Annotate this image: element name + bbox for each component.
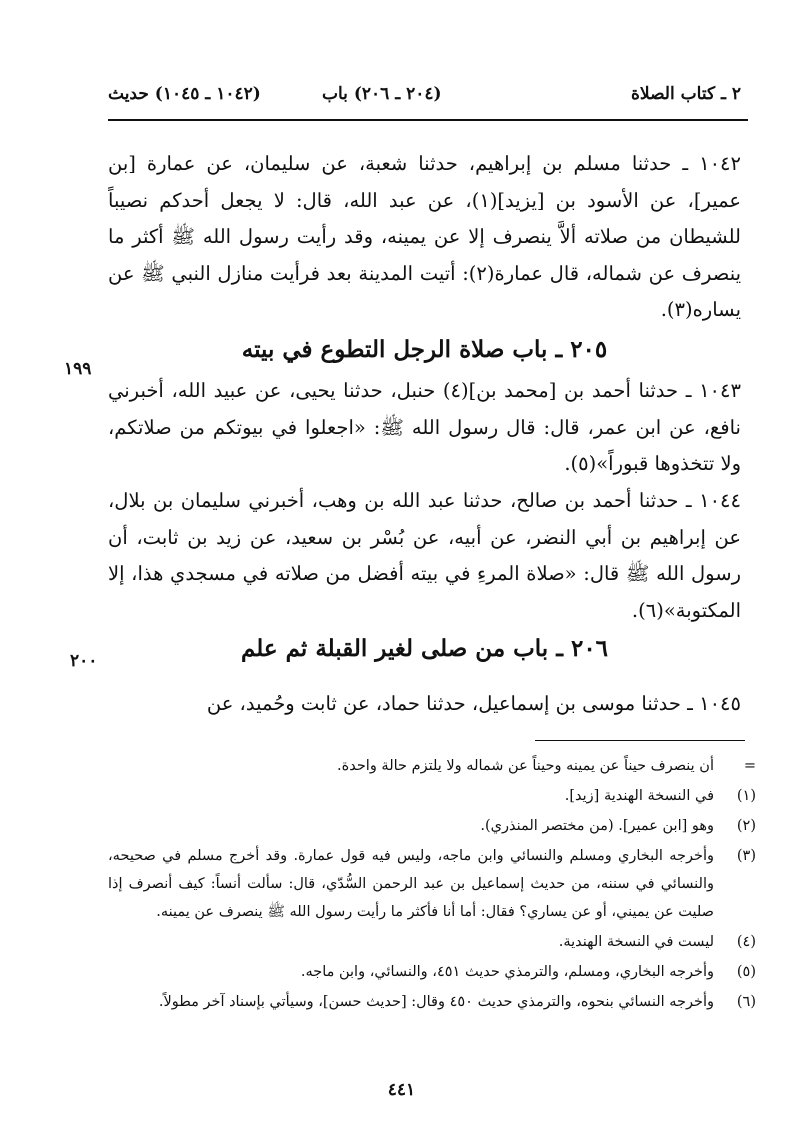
hadith-1043: ١٠٤٣ ـ حدثنا أحمد بن [محمد بن](٤) حنبل، حدثنا يحيى، عن عبيد الله، أخبرني نافع، عن ابن عمر، قال: قال رسول الله ﷺ: «اجعلوا في بيوتكم من صلاتكم، ولا تتخذوها قبوراً»(٥). [108, 379, 741, 475]
footnote-4 [108, 928, 756, 956]
hadith-1045: ١٠٤٥ ـ حدثنا موسى بن إسماعيل، حدثنا حماد، عن ثابت وحُميد، عن [206, 692, 741, 715]
chapter-heading-205: ٢٠٥ ـ باب صلاة الرجل التطوع في بيته [241, 336, 608, 363]
footnote-mark: = [743, 758, 756, 774]
header-chapter-range: (٢٠٤ ـ ٢٠٦) باب [322, 84, 442, 104]
footnote-separator [535, 740, 745, 741]
footnote-mark: (٤) [736, 934, 756, 950]
footnote-text: وأخرجه النسائي بنحوه، والترمذي حديث ٤٥٠ وقال: [حديث حسن]، وسيأتي بإسناد آخر مطولاً. [158, 994, 714, 1010]
footnote-2 [108, 812, 756, 840]
footnote-continuation [108, 752, 756, 780]
footnote-mark: (١) [736, 788, 756, 804]
header-book-title: ٢ ـ كتاب الصلاة [631, 84, 741, 104]
footnote-text: وأخرجه البخاري، ومسلم، والترمذي حديث ٤٥١، والنسائي، وابن ماجه. [300, 964, 714, 980]
chapter-heading-206: ٢٠٦ ـ باب من صلى لغير القبلة ثم علم [240, 635, 609, 662]
footnotes [108, 752, 756, 1018]
footnote-1 [108, 782, 756, 810]
page-number: ٤٤١ [387, 1080, 416, 1100]
footnote-mark: (٣) [736, 848, 756, 864]
footnote-text: وأخرجه البخاري ومسلم والنسائي وابن ماجه، وليس فيه قول عمارة. وقد أخرج مسلم في صحيحه، والنسائي في سننه، من حديث إسماعيل بن عبد الرحمن السُّدّي، قال: سألت أنساً: كيف أنصرف إذا صليت عن يميني، أو عن يساري؟ فقال: أما أنا فأكثر ما رأيت رسول الله ﷺ ينصرف عن يمينه. [108, 848, 714, 920]
footnote-text: أن ينصرف حيناً عن يمينه وحيناً عن شماله ولا يلتزم حالة واحدة. [337, 758, 714, 774]
running-header [0, 84, 803, 114]
footnote-text: في النسخة الهندية [زيد]. [564, 788, 714, 804]
footnote-mark: (٥) [736, 964, 756, 980]
margin-number-200: ٢٠٠ [70, 651, 98, 671]
footnote-text: ليست في النسخة الهندية. [558, 934, 714, 950]
header-rule [108, 119, 748, 121]
footnote-mark: (٦) [736, 994, 756, 1010]
hadith-1042: ١٠٤٢ ـ حدثنا مسلم بن إبراهيم، حدثنا شعبة، عن سليمان، عن عمارة [بن عمير]، عن الأسود بن [يزيد](١)، عن عبد الله، قال: لا يجعل أحدكم نصيباً للشيطان من صلاته ألاَّ ينصرف إلا عن يمينه، وقد رأيت رسول الله ﷺ أكثر ما ينصرف عن شماله، قال عمارة(٢): أتيت المدينة بعد فرأيت منازل النبي ﷺ عن يساره(٣). [108, 152, 742, 321]
footnote-5 [108, 958, 756, 986]
hadith-1044: ١٠٤٤ ـ حدثنا أحمد بن صالح، حدثنا عبد الله بن وهب، أخبرني سليمان بن بلال، عن إبراهيم بن أبي النضر، عن أبيه، عن بُسْر بن سعيد، عن زيد بن ثابت، أن رسول الله ﷺ قال: «صلاة المرءِ في بيته أفضل من صلاته في مسجدي هذا، إلا المكتوبة»(٦). [108, 489, 741, 622]
margin-number-199: ١٩٩ [64, 359, 92, 379]
footnote-text: وهو [ابن عمير]. (من مختصر المنذري). [480, 818, 714, 834]
footnote-6 [108, 988, 756, 1016]
header-hadith-range: (١٠٤٢ ـ ١٠٤٥) حديث [108, 84, 261, 104]
footnote-mark: (٢) [736, 818, 756, 834]
footnote-3 [108, 842, 756, 926]
